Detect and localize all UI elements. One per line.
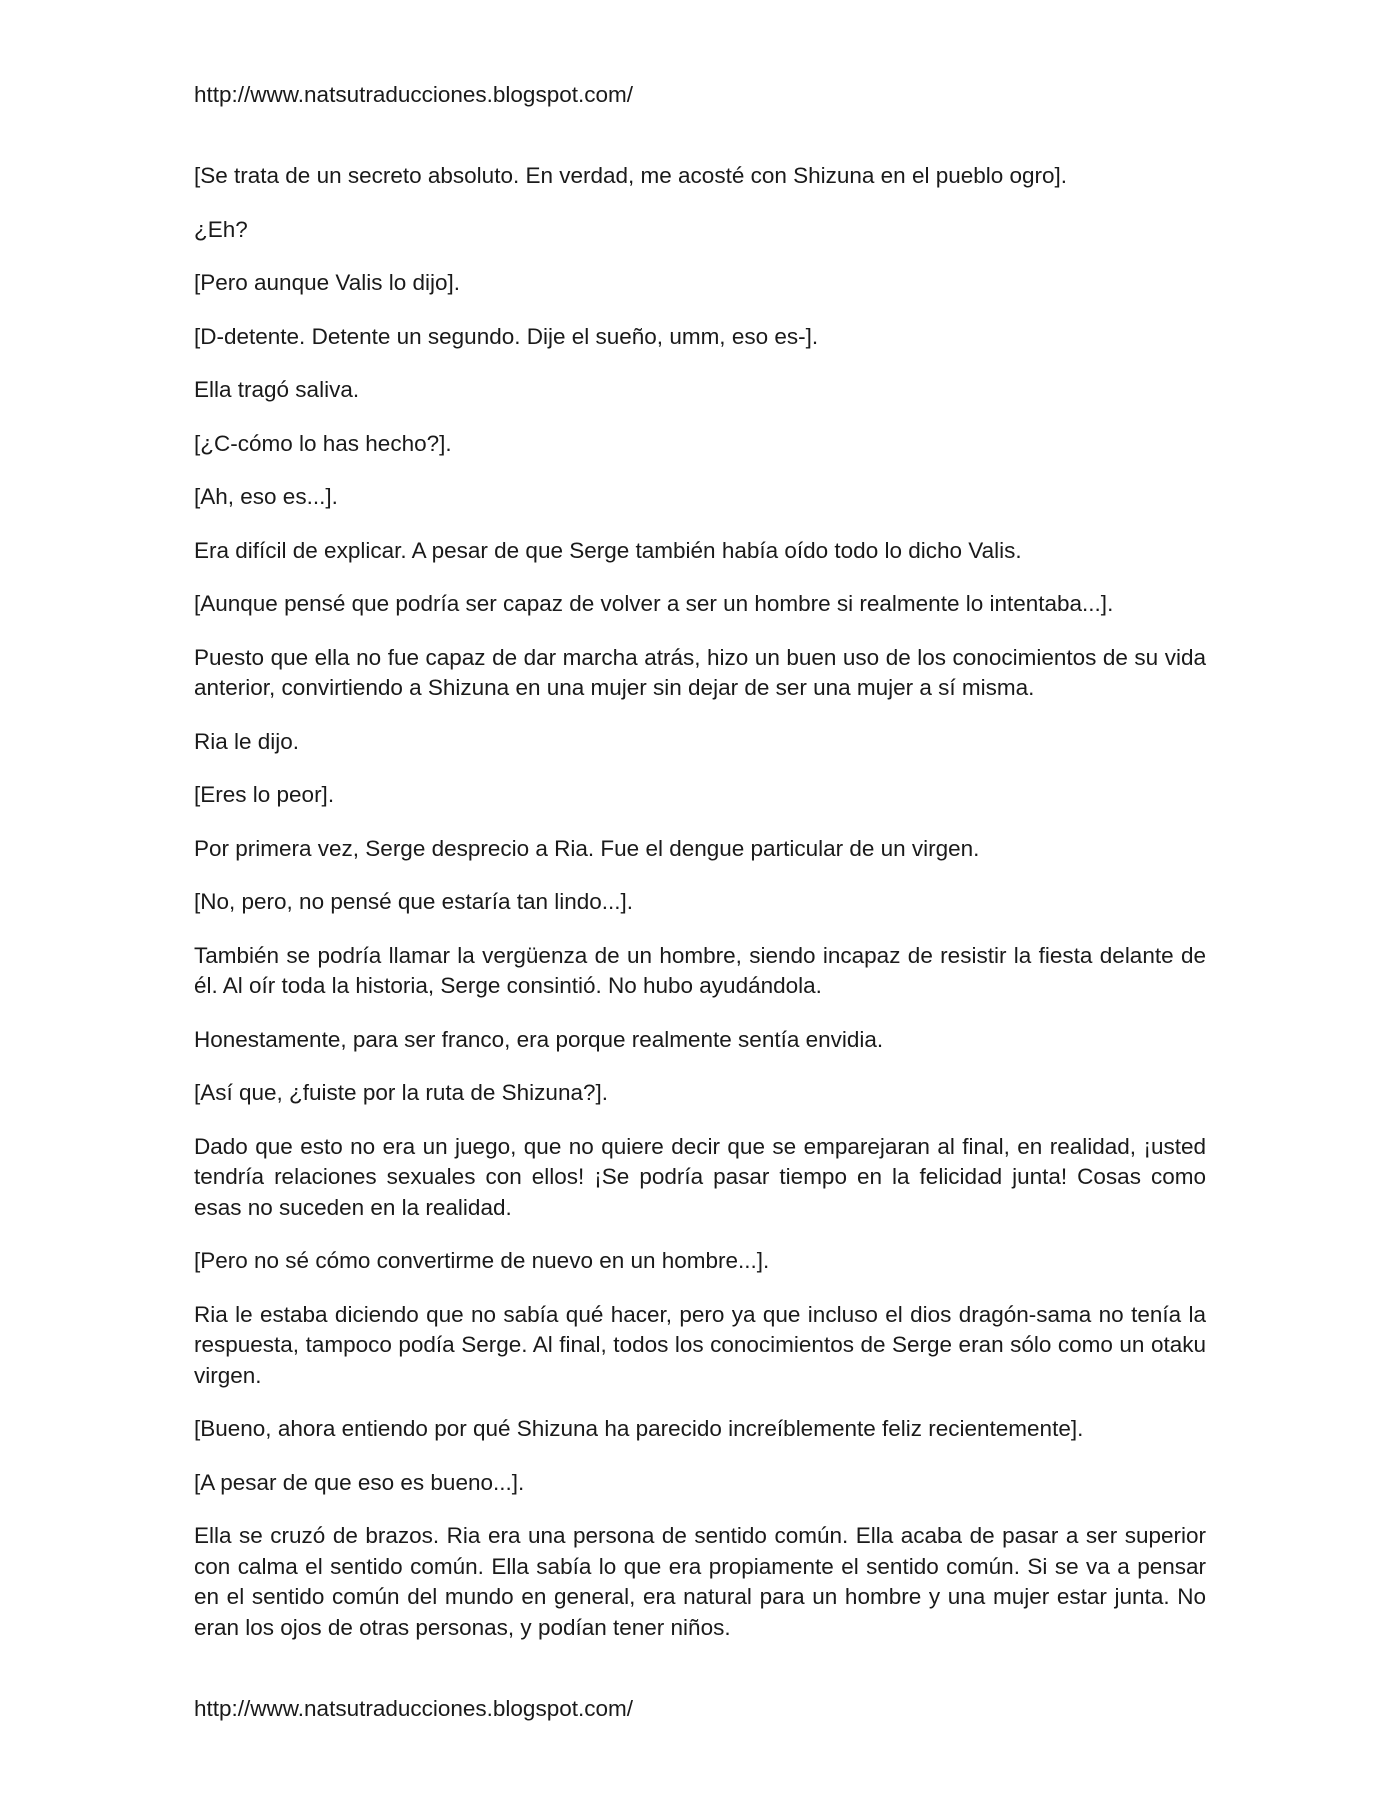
paragraph: [Pero no sé cómo convertirme de nuevo en un hombre...].	[194, 1248, 770, 1273]
paragraph: Ria le estaba diciendo que no sabía qué hacer, pero ya que incluso el dios dragón-sama no tenía la respuesta, tampoco podía Serge. Al final, todos los conocimientos de Serge eran sólo como un otaku virgen.	[194, 1301, 1206, 1388]
paragraph: [Se trata de un secreto absoluto. En verdad, me acosté con Shizuna en el pueblo ogro].	[194, 163, 1068, 188]
paragraph: [A pesar de que eso es bueno...].	[194, 1469, 525, 1495]
paragraph: [¿C-cómo lo has hecho?].	[194, 430, 452, 456]
paragraph: [Eres lo peor].	[194, 782, 335, 807]
paragraph: [Bueno, ahora entiendo por qué Shizuna ha parecido increíblemente feliz recientemente].	[194, 1416, 1084, 1441]
paragraph: [Así que, ¿fuiste por la ruta de Shizuna?].	[194, 1080, 608, 1105]
paragraph: [Ah, eso es...].	[194, 484, 338, 509]
paragraph: [No, pero, no pensé que estaría tan lindo...].	[194, 889, 634, 914]
paragraph: Dado que esto no era un juego, que no quiere decir que se emparejaran al final, en realidad, ¡usted tendría relaciones sexuales con ellos! ¡Se podría pasar tiempo en la felicidad junta! Cosas como esas no suceden en la realidad.	[194, 1133, 1206, 1220]
footer-url: http://www.natsutraducciones.blogspot.com/	[194, 1696, 633, 1721]
paragraph: Ria le dijo.	[194, 728, 300, 754]
paragraph: Puesto que ella no fue capaz de dar marcha atrás, hizo un buen uso de los conocimientos de su vida anterior, convirtiendo a Shizuna en una mujer sin dejar de ser una mujer a sí misma.	[194, 644, 1206, 700]
paragraph: ¿Eh?	[194, 216, 248, 242]
paragraph: Por primera vez, Serge desprecio a Ria. Fue el dengue particular de un virgen.	[194, 835, 980, 861]
body-text	[194, 161, 1206, 1666]
header-url: http://www.natsutraducciones.blogspot.com/	[194, 82, 633, 107]
paragraph: Era difícil de explicar. A pesar de que Serge también había oído todo lo dicho Valis.	[194, 537, 1022, 563]
paragraph: [Pero aunque Valis lo dijo].	[194, 270, 461, 295]
paragraph: [Aunque pensé que podría ser capaz de volver a ser un hombre si realmente lo intentaba...].	[194, 591, 1114, 616]
paragraph: [D-detente. Detente un segundo. Dije el sueño, umm, eso es-].	[194, 323, 819, 349]
paragraph: También se podría llamar la vergüenza de un hombre, siendo incapaz de resistir la fiesta delante de él. Al oír toda la historia, Serge consintió. No hubo ayudándola.	[194, 942, 1206, 998]
paragraph: Ella se cruzó de brazos. Ria era una persona de sentido común. Ella acaba de pasar a ser superior con calma el sentido común. Ella sabía lo que era propiamente el sentido común. Si se va a pensar en el sentido común del mundo en general, era natural para un hombre y una mujer estar junta. No eran los ojos de otras personas, y podían tener niños.	[194, 1523, 1206, 1640]
paragraph: Ella tragó saliva.	[194, 377, 360, 402]
paragraph: Honestamente, para ser franco, era porque realmente sentía envidia.	[194, 1026, 884, 1052]
